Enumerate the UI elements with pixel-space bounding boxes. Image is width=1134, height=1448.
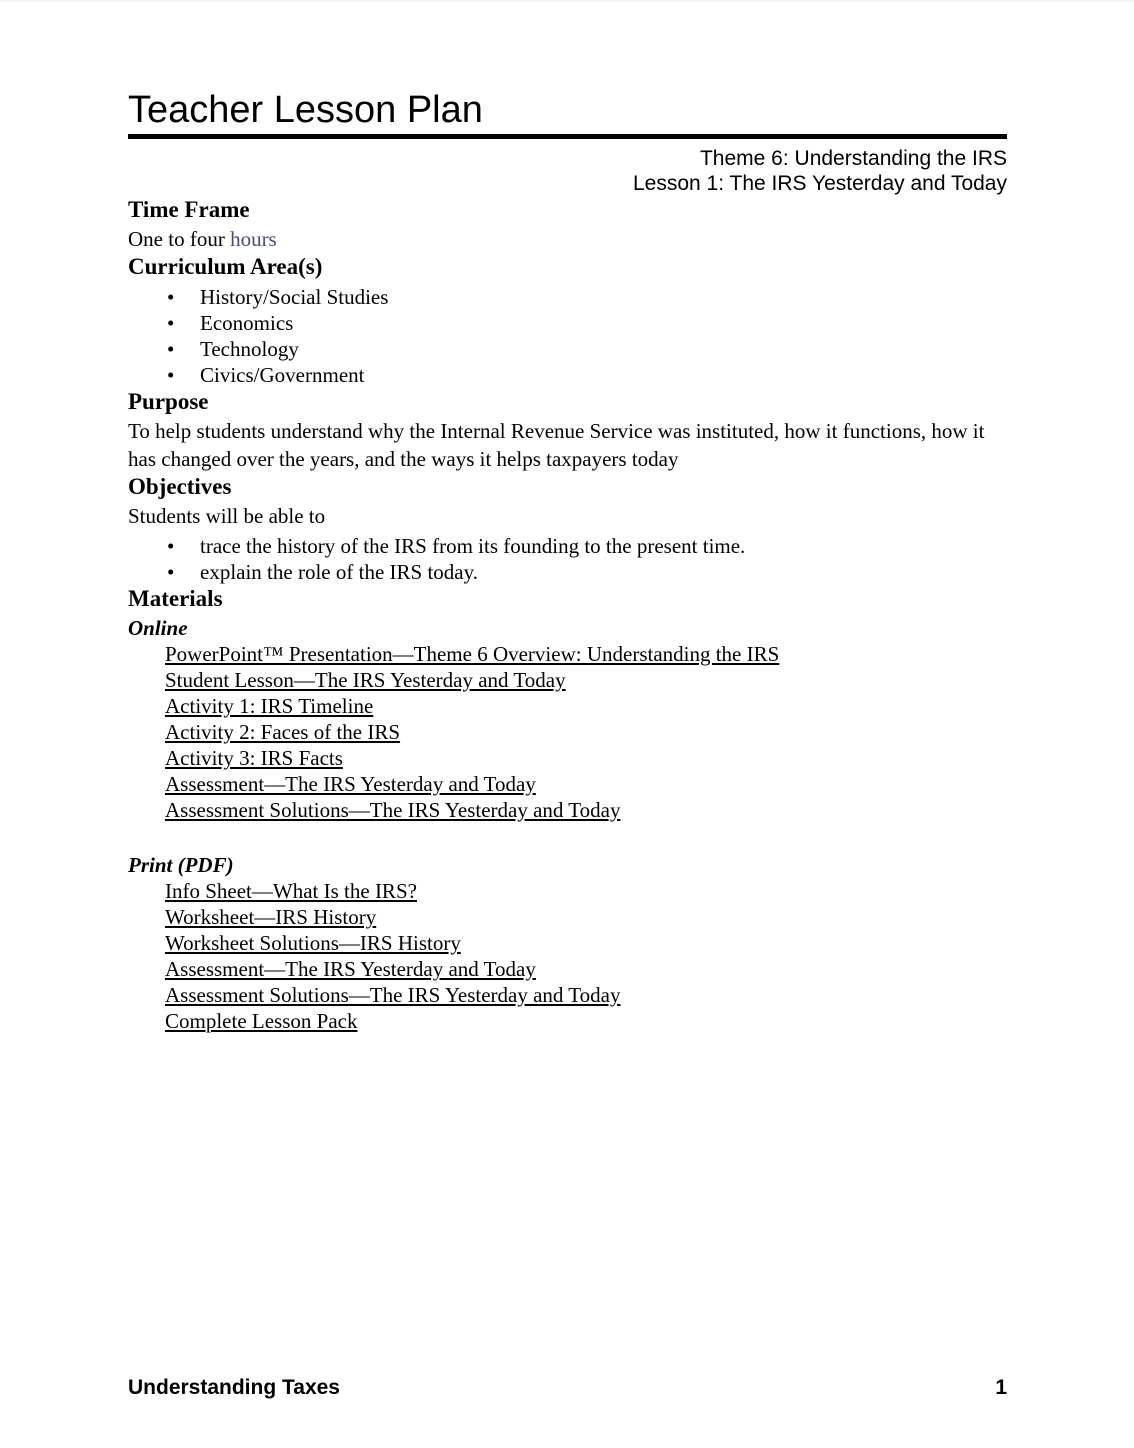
material-link-line — [165, 1008, 1007, 1034]
material-link-line — [165, 982, 1007, 1008]
material-link[interactable]: Assessment—The IRS Yesterday and Today — [165, 957, 536, 981]
online-materials-list — [165, 641, 1007, 823]
material-link-line — [165, 797, 1007, 823]
material-link-line — [165, 878, 1007, 904]
list-item: • Technology — [128, 336, 1007, 362]
time-frame-text-highlight: hours — [230, 227, 277, 251]
section-heading-materials: Materials — [128, 586, 223, 611]
material-link-line — [165, 719, 1007, 745]
material-link[interactable]: Activity 1: IRS Timeline — [165, 694, 374, 718]
objectives-list — [128, 533, 1007, 585]
list-item: • explain the role of the IRS today. — [128, 559, 1007, 585]
materials-online-heading: Online — [128, 616, 188, 640]
material-link[interactable]: PowerPoint™ Presentation—Theme 6 Overview: Understanding the IRS — [165, 642, 780, 666]
theme-line: Theme 6: Understanding the IRS — [699, 147, 1007, 170]
material-link[interactable]: Assessment Solutions—The IRS Yesterday and Today — [165, 983, 621, 1007]
material-link-line — [165, 641, 1007, 667]
list-item: • Civics/Government — [128, 362, 1007, 388]
material-link[interactable]: Info Sheet—What Is the IRS? — [165, 879, 417, 903]
document-content — [0, 2, 1134, 1034]
material-link[interactable]: Student Lesson—The IRS Yesterday and Today — [165, 668, 566, 692]
purpose-text: To help students understand why the Internal Revenue Service was instituted, how it functions, how it has changed over the years, and the ways it helps taxpayers today — [128, 419, 985, 471]
time-frame-text-prefix: One to four — [128, 227, 231, 251]
page-footer — [128, 1375, 1007, 1400]
material-link-line — [165, 745, 1007, 771]
objectives-intro: Students will be able to — [128, 504, 326, 528]
material-link[interactable]: Complete Lesson Pack — [165, 1009, 358, 1033]
section-heading-time-frame: Time Frame — [128, 197, 250, 222]
list-item: • trace the history of the IRS from its founding to the present time. — [128, 533, 1007, 559]
footer-title: Understanding Taxes — [128, 1376, 340, 1399]
material-link-line — [165, 667, 1007, 693]
materials-print-heading: Print (PDF) — [128, 853, 234, 877]
page-title: Teacher Lesson Plan — [128, 88, 1007, 139]
footer-page-number: 1 — [995, 1376, 1007, 1399]
list-item: • History/Social Studies — [128, 284, 1007, 310]
material-link[interactable]: Activity 3: IRS Facts — [165, 746, 343, 770]
material-link[interactable]: Worksheet Solutions—IRS History — [165, 931, 461, 955]
time-frame-text — [128, 225, 1007, 253]
section-heading-objectives: Objectives — [128, 474, 232, 499]
list-item: • Economics — [128, 310, 1007, 336]
material-link-line — [165, 956, 1007, 982]
section-heading-curriculum: Curriculum Area(s) — [128, 254, 323, 279]
material-link-line — [165, 693, 1007, 719]
material-link[interactable]: Worksheet—IRS History — [165, 905, 377, 929]
lesson-line: Lesson 1: The IRS Yesterday and Today — [633, 172, 1007, 195]
material-link-line — [165, 771, 1007, 797]
material-link[interactable]: Assessment—The IRS Yesterday and Today — [165, 772, 536, 796]
document-subheader — [128, 146, 1007, 196]
material-link[interactable]: Activity 2: Faces of the IRS — [165, 720, 401, 744]
material-link[interactable]: Assessment Solutions—The IRS Yesterday and Today — [165, 798, 621, 822]
material-link-line — [165, 930, 1007, 956]
print-materials-list — [165, 878, 1007, 1034]
section-heading-purpose: Purpose — [128, 389, 209, 414]
curriculum-list — [128, 284, 1007, 388]
material-link-line — [165, 904, 1007, 930]
